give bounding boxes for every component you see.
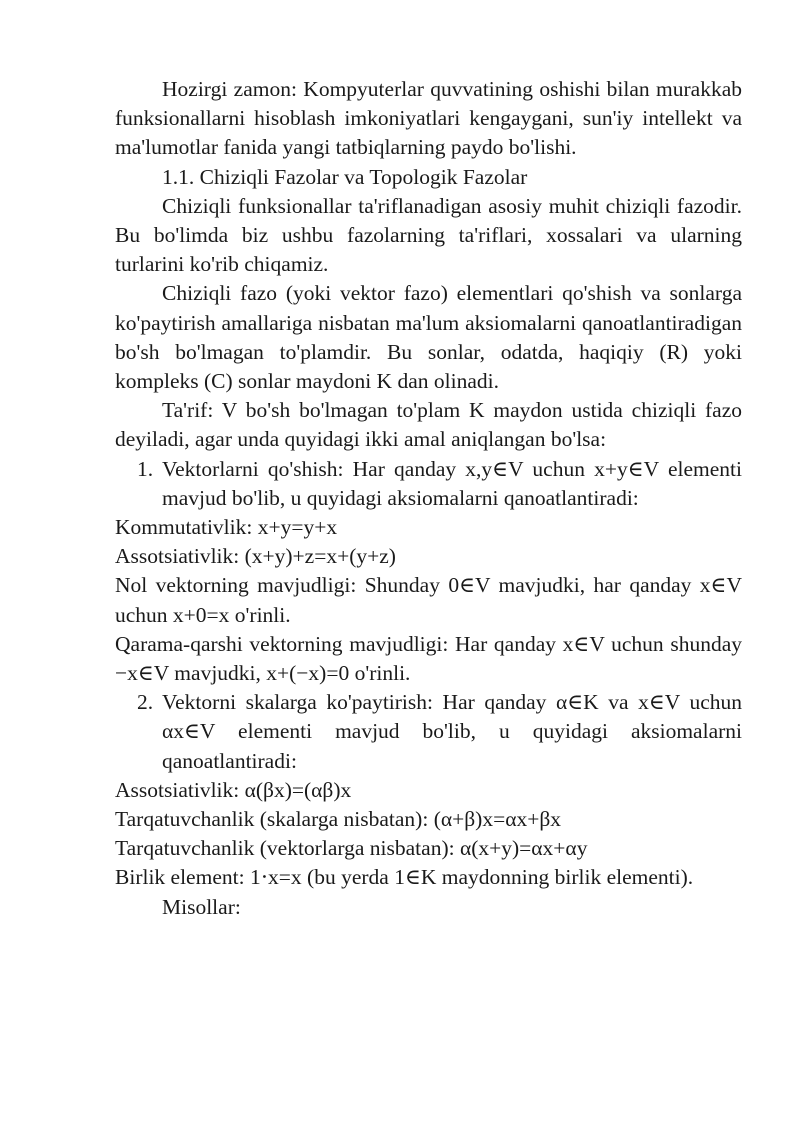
intro-paragraph: Hozirgi zamon: Kompyuterlar quvvatining oshishi bilan murakkab funksionallarni hisoblash imkoniyatlari kengaygani, sun'iy intellekt va ma'lumotlar fanida yangi tatbiqlarning paydo bo'lishi.	[115, 77, 742, 160]
axiom-distributivity-vector: Tarqatuvchanlik (vektorlarga nisbatan): α(x+y)=αx+αy	[115, 836, 588, 861]
axiom-associativity-mul: Assotsiativlik: α(βx)=(αβ)x	[115, 777, 352, 802]
list-item-text: Vektorlarni qo'shish: Har qanday x,y∈V uchun x+y∈V elementi mavjud bo'lib, u quyidagi aksiomalarni qanoatlantiradi:	[162, 456, 742, 510]
operations-list-2	[115, 688, 742, 776]
list-item-scalar-multiplication	[115, 688, 742, 776]
paragraph-linear-space: Chiziqli fazo (yoki vektor fazo) elementlari qo'shish va sonlarga ko'paytirish amallariga nisbatan ma'lum aksiomalarni qanoatlantiradigan bo'sh bo'lmagan to'plamdir. Bu sonlar, odatda, haqiqiy (R) yoki kompleks (C) sonlar maydoni K dan olinadi.	[115, 281, 742, 394]
paragraph-linear-functionals: Chiziqli funksionallar ta'riflanadigan asosiy muhit chiziqli fazodir. Bu bo'limda biz ushbu fazolarning ta'riflari, xossalari va ularning turlarini ko'rib chiqamiz.	[115, 193, 742, 277]
definition-paragraph: Ta'rif: V bo'sh bo'lmagan to'plam K maydon ustida chiziqli fazo deyiladi, agar unda quyidagi ikki amal aniqlangan bo'lsa:	[115, 398, 742, 452]
axiom-zero-vector: Nol vektorning mavjudligi: Shunday 0∈V mavjudki, har qanday x∈V uchun x+0=x o'rinli.	[115, 573, 742, 627]
axiom-commutativity: Kommutativlik: x+y=y+x	[115, 515, 338, 540]
list-number: 1.	[137, 456, 154, 481]
axiom-unit-element: Birlik element: 1⋅x=x (bu yerda 1∈K maydonning birlik elementi).	[115, 865, 694, 890]
axiom-distributivity-scalar: Tarqatuvchanlik (skalarga nisbatan): (α+β)x=αx+βx	[115, 807, 562, 832]
axiom-opposite-vector: Qarama-qarshi vektorning mavjudligi: Har qanday x∈V uchun shunday −x∈V mavjudki, x+(−x)=0 o'rinli.	[115, 631, 742, 686]
examples-label: Misollar:	[162, 894, 241, 919]
axiom-associativity-add: Assotsiativlik: (x+y)+z=x+(y+z)	[115, 544, 396, 569]
list-item-text: Vektorni skalarga ko'paytirish: Har qanday α∈K va x∈V uchun αx∈V elementi mavjud bo'lib, u quyidagi aksiomalarni qanoatlantiradi:	[162, 690, 742, 773]
section-heading: 1.1. Chiziqli Fazolar va Topologik Fazolar	[162, 164, 528, 189]
document-page	[115, 75, 742, 922]
list-item-vector-addition	[115, 455, 742, 513]
list-number: 2.	[137, 690, 154, 715]
operations-list-1	[115, 455, 742, 513]
